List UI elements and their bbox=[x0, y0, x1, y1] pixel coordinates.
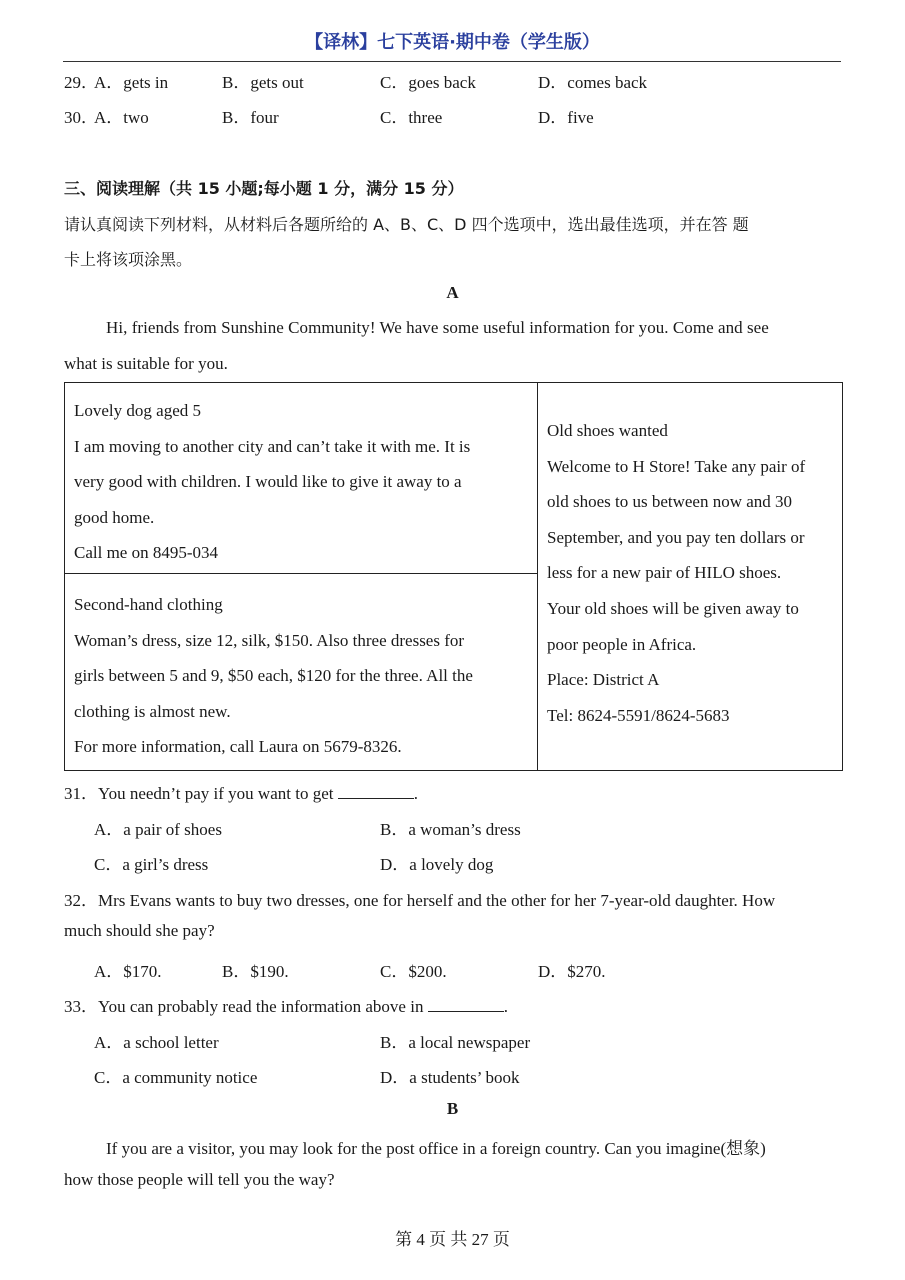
ad-shoes-cell bbox=[538, 383, 843, 771]
question-31-option-d: D．a lovely dog bbox=[380, 855, 494, 874]
question-31-option-b: B．a woman’s dress bbox=[380, 820, 521, 839]
passage-b-line-2: how those people will tell you the way? bbox=[64, 1170, 335, 1189]
question-33-option-d: D．a students’ book bbox=[380, 1068, 520, 1087]
question-33-text: 33．You can probably read the information above in bbox=[64, 997, 424, 1016]
question-33-stem bbox=[64, 992, 508, 1017]
option-b: B．four bbox=[222, 108, 279, 127]
document-header-title: 【译林】七下英语·期中卷（学生版） bbox=[305, 32, 600, 53]
option-c: C．goes back bbox=[380, 73, 476, 92]
instruction-line-1: 请认真阅读下列材料，从材料后各题所给的 A、B、C、D 四个选项中，选出最佳选项，并在答 题 bbox=[64, 215, 749, 234]
question-30-row bbox=[64, 106, 844, 130]
question-29-row bbox=[64, 71, 844, 95]
question-31-stem bbox=[64, 779, 418, 804]
ad-clothing-line: clothing is almost new. bbox=[74, 701, 231, 721]
ad-clothing-cell bbox=[65, 574, 538, 771]
instruction-line-2: 卡上将该项涂黑。 bbox=[64, 250, 193, 269]
ad-shoes-line: less for a new pair of HILO shoes. bbox=[547, 563, 782, 583]
ad-clothing-line: Woman’s dress, size 12, silk, $150. Also three dresses for bbox=[74, 630, 465, 650]
passage-b-line-1: If you are a visitor, you may look for the post office in a foreign country. Can you imagine(想象) bbox=[106, 1139, 766, 1158]
question-number: 30． bbox=[64, 108, 98, 127]
question-33-option-b: B．a local newspaper bbox=[380, 1033, 531, 1052]
option-d: D．five bbox=[538, 108, 594, 127]
notice-board-table bbox=[64, 382, 843, 771]
passage-b-label: B bbox=[446, 1099, 459, 1118]
ad-shoes-title: Old shoes wanted bbox=[547, 421, 668, 440]
option-b: B．gets out bbox=[222, 73, 304, 92]
ad-dog-contact: Call me on 8495-034 bbox=[74, 543, 219, 563]
ad-shoes-line: Your old shoes will be given away to bbox=[547, 598, 799, 618]
ad-shoes-line: poor people in Africa. bbox=[547, 634, 697, 654]
page-number-footer: 第 4 页 共 27 页 bbox=[395, 1230, 510, 1249]
ad-shoes-line: old shoes to us between now and 30 bbox=[547, 492, 793, 512]
option-d: D．comes back bbox=[538, 73, 648, 92]
answer-blank bbox=[338, 784, 414, 799]
ad-shoes-place: Place: District A bbox=[547, 670, 660, 690]
question-31-text: 31．You needn’t pay if you want to get bbox=[64, 784, 334, 803]
ad-shoes-line: Welcome to H Store! Take any pair of bbox=[547, 456, 806, 476]
option-a: A．gets in bbox=[94, 73, 169, 92]
question-33-option-a: A．a school letter bbox=[94, 1033, 219, 1052]
section-heading: 三、阅读理解（共 15 小题;每小题 1 分，满分 15 分） bbox=[64, 179, 464, 198]
ad-dog-title: Lovely dog aged 5 bbox=[74, 401, 201, 420]
passage-a-label: A bbox=[446, 283, 459, 302]
ad-dog-cell bbox=[65, 383, 538, 574]
question-number: 29． bbox=[64, 73, 98, 92]
ad-dog-line: very good with children. I would like to give it away to a bbox=[74, 472, 462, 492]
question-31-end: . bbox=[413, 784, 418, 803]
ad-shoes-line: September, and you pay ten dollars or bbox=[547, 527, 805, 547]
question-32-option-c: C．$200. bbox=[380, 962, 447, 981]
answer-blank bbox=[428, 997, 504, 1012]
ad-clothing-title: Second-hand clothing bbox=[74, 595, 223, 614]
question-33-option-c: C．a community notice bbox=[94, 1068, 258, 1087]
question-32-option-b: B．$190. bbox=[222, 962, 289, 981]
question-32-stem-line-2: much should she pay? bbox=[64, 921, 215, 940]
question-32-option-d: D．$270. bbox=[538, 962, 606, 981]
question-32-stem-line-1: 32．Mrs Evans wants to buy two dresses, one for herself and the other for her 7-year-old daughter. How bbox=[64, 891, 776, 910]
option-c: C．three bbox=[380, 108, 443, 127]
question-32-option-a: A．$170. bbox=[94, 962, 162, 981]
question-33-end: . bbox=[503, 997, 508, 1016]
ad-dog-line: good home. bbox=[74, 507, 155, 527]
ad-shoes-tel: Tel: 8624-5591/8624-5683 bbox=[547, 705, 730, 725]
option-a: A．two bbox=[94, 108, 149, 127]
passage-a-intro-line-1: Hi, friends from Sunshine Community! We have some useful information for you. Come and see bbox=[106, 318, 769, 337]
header-divider bbox=[63, 61, 841, 62]
ad-dog-line: I am moving to another city and can’t take it with me. It is bbox=[74, 436, 471, 456]
question-31-option-c: C．a girl’s dress bbox=[94, 855, 209, 874]
ad-clothing-line: girls between 5 and 9, $50 each, $120 for the three. All the bbox=[74, 666, 473, 686]
passage-a-intro-line-2: what is suitable for you. bbox=[64, 354, 228, 373]
ad-clothing-contact: For more information, call Laura on 5679-8326. bbox=[74, 737, 402, 757]
question-31-option-a: A．a pair of shoes bbox=[94, 820, 222, 839]
